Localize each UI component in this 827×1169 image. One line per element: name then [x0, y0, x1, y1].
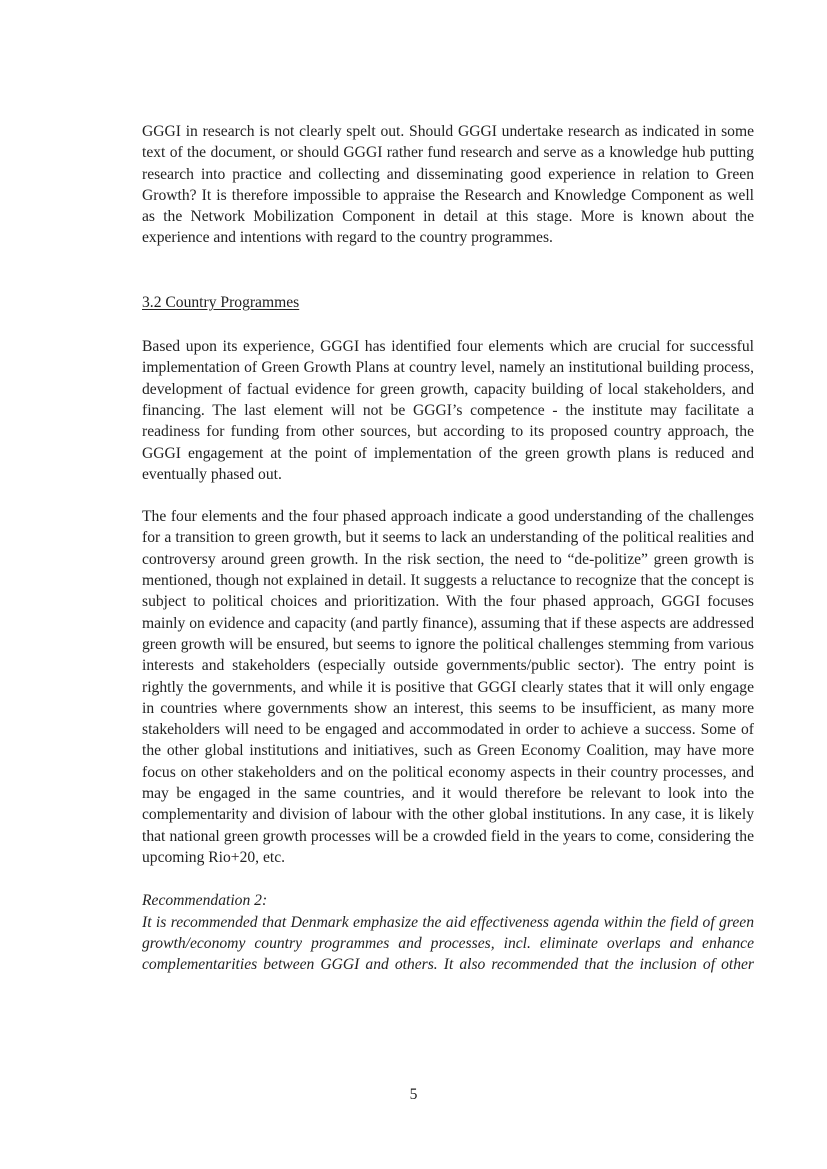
page-number: 5: [409, 1086, 418, 1103]
spacer: [142, 249, 754, 292]
intro-paragraph: GGGI in research is not clearly spelt out. Should GGGI undertake research as indicated in some text of the document, or should GGGI rather fund research and serve as a knowledge hub putting research into practice and collecting and disseminating good experience in relation to Green Growth? It is therefore impossible to appraise the Research and Knowledge Component as well as the Network Mobilization Component in detail at this stage. More is known about the experience and intentions with regard to the country programmes.: [142, 123, 754, 247]
recommendation-title: Recommendation 2:: [142, 892, 268, 910]
paragraph-approach: The four elements and the four phased approach indicate a good understanding of the challenges for a transition to green growth, but it seems to lack an understanding of the political realities and controversy around green growth. In the risk section, the need to “de-politize” green growth is mentioned, though not explained in detail. It suggests a reluctance to recognize that the concept is subject to political choices and prioritization. With the four phased approach, GGGI focuses mainly on evidence and capacity (and partly finance), assuming that if these aspects are addressed green growth will be ensured, but seems to ignore the political challenges stemming from various interests and stakeholders (especially outside governments/public sector). The entry point is rightly the governments, and while it is positive that GGGI clearly states that it will only engage in countries where governments show an interest, this seems to be insufficient, as many more stakeholders will need to be engaged and accommodated in order to achieve a success. Some of the other global institutions and initiatives, such as Green Economy Coalition, may have more focus on other stakeholders and on the political economy aspects in their country processes, and may be engaged in the same countries, and it would therefore be relevant to look into the complementarity and division of labour with the other global institutions. In any case, it is likely that national green growth processes will be a crowded field in the years to come, considering the upcoming Rio+20, etc.: [142, 508, 754, 866]
paragraph-elements: Based upon its experience, GGGI has identified four elements which are crucial for successful implementation of Green Growth Plans at country level, namely an institutional building process, development of factual evidence for green growth, capacity building of local stakeholders, and financing. The last element will not be GGGI’s competence - the institute may facilitate a readiness for funding from other sources, but according to its proposed country approach, the GGGI engagement at the point of implementation of the green growth plans is reduced and eventually phased out.: [142, 338, 754, 483]
spacer: [142, 313, 754, 336]
spacer: [142, 868, 754, 890]
recommendation-text: It is recommended that Denmark emphasize the aid effectiveness agenda within the field of green growth/economy country programmes and processes, incl. eliminate overlaps and enhance complementarities between GGGI and others. It also recommended that the inclusion of other: [142, 913, 754, 974]
page-body: [142, 121, 754, 975]
spacer: [142, 485, 754, 506]
section-heading: 3.2 Country Programmes: [142, 293, 300, 311]
